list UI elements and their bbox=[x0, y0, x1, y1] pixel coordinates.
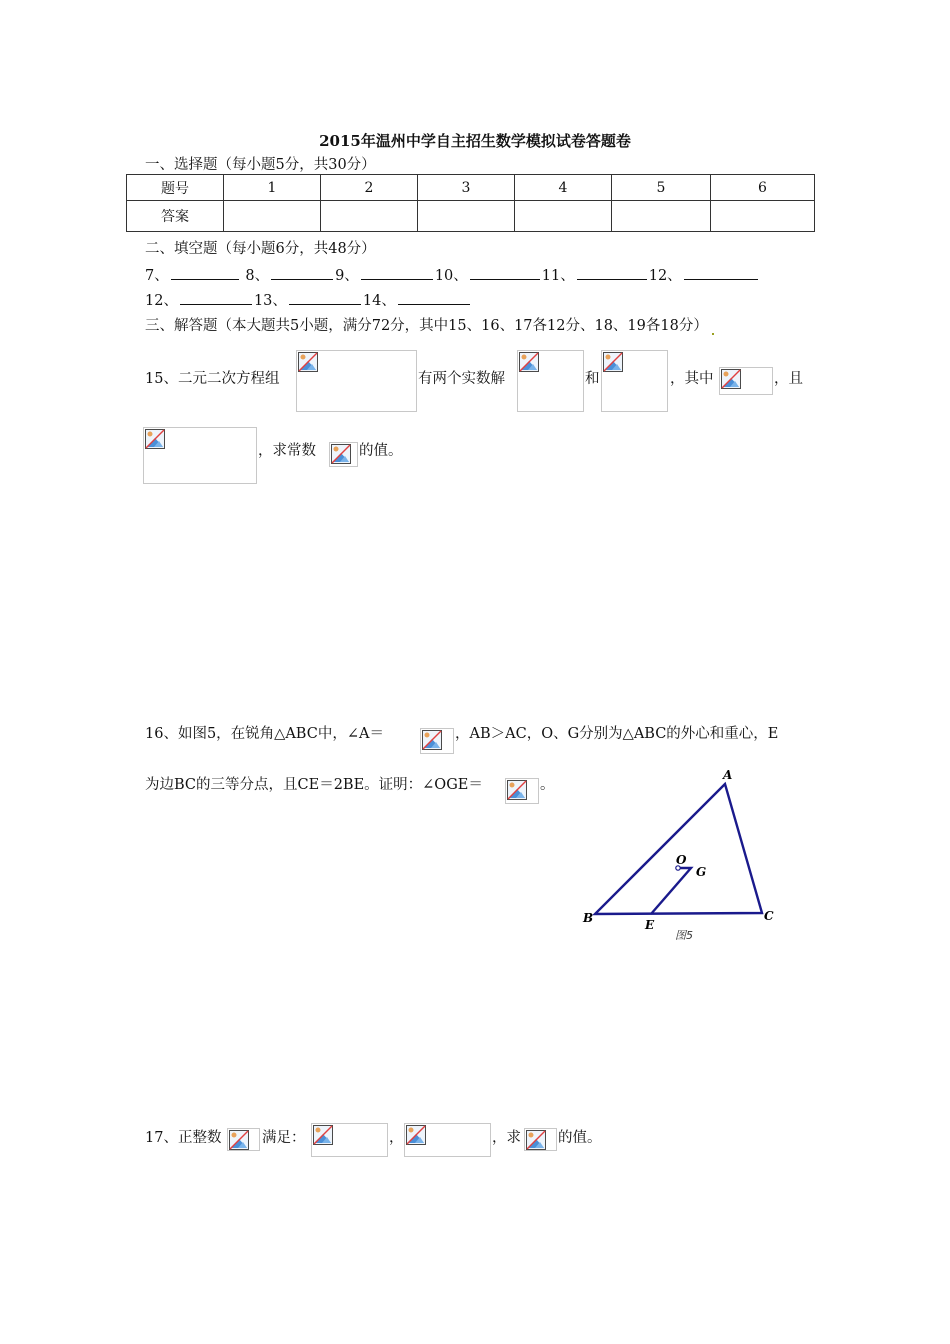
blank-label: 13、 bbox=[253, 293, 287, 309]
q15-text-1: 15、二元二次方程组 bbox=[145, 371, 280, 387]
broken-image-icon bbox=[517, 350, 584, 412]
q16-text-3: 为边BC的三等分点，且CE＝2BE。证明：∠OGE＝ bbox=[145, 777, 483, 793]
table-row bbox=[127, 201, 815, 232]
q16-text-1: 16、如图5，在锐角△ABC中，∠A＝ bbox=[145, 726, 384, 742]
broken-image-icon bbox=[404, 1123, 491, 1157]
blank-field[interactable] bbox=[171, 265, 239, 280]
label-a: A bbox=[723, 768, 733, 782]
question-number: 1 bbox=[224, 175, 321, 201]
q15-text-4: ，其中 bbox=[670, 371, 714, 387]
fill-line-1 bbox=[145, 264, 760, 285]
fill-line-2 bbox=[145, 289, 472, 310]
blank-label: 14、 bbox=[362, 293, 396, 309]
question-number: 2 bbox=[321, 175, 418, 201]
segment-egoe bbox=[651, 868, 691, 914]
q15-text-5: ，且 bbox=[774, 371, 803, 387]
broken-image-icon bbox=[420, 728, 454, 754]
broken-image-icon bbox=[311, 1123, 388, 1157]
question-number: 6 bbox=[711, 175, 815, 201]
q16-text-4: 。 bbox=[540, 777, 555, 793]
blank-label: 9、 bbox=[335, 268, 359, 284]
blank-field[interactable] bbox=[470, 265, 540, 280]
broken-image-icon bbox=[227, 1128, 260, 1151]
blank-field[interactable] bbox=[577, 265, 647, 280]
q17-text-4: ，求 bbox=[492, 1130, 521, 1146]
section3-heading: 三、解答题（本大题共5小题，满分72分，其中15、16、17各12分、18、19各18分） bbox=[145, 314, 714, 335]
answer-table bbox=[126, 174, 815, 232]
blank-field[interactable] bbox=[684, 265, 758, 280]
blank-field[interactable] bbox=[361, 265, 433, 280]
blank-label: 10、 bbox=[434, 268, 468, 284]
broken-image-icon bbox=[719, 367, 773, 395]
blank-field[interactable] bbox=[180, 290, 252, 305]
broken-image-icon bbox=[296, 350, 417, 412]
q15-text-6: ，求常数 bbox=[258, 443, 316, 459]
q15-text-2: 有两个实数解 bbox=[418, 371, 505, 387]
triangle-abc bbox=[595, 784, 762, 914]
label-e: E bbox=[645, 918, 655, 932]
q17-text-5: 的值。 bbox=[558, 1130, 602, 1146]
q17-text-1: 17、正整数 bbox=[145, 1130, 222, 1146]
q15-text-3: 和 bbox=[585, 371, 600, 387]
q15-text-7: 的值。 bbox=[359, 443, 403, 459]
answer-cell[interactable] bbox=[418, 201, 515, 232]
triangle-figure bbox=[575, 762, 785, 942]
row-answer-label: 答案 bbox=[127, 201, 224, 232]
label-c: C bbox=[764, 909, 774, 923]
blank-label: 11、 bbox=[541, 268, 575, 284]
answer-cell[interactable] bbox=[224, 201, 321, 232]
blank-label: 12、 bbox=[648, 268, 682, 284]
blank-label: 8、 bbox=[245, 268, 270, 284]
question-number: 4 bbox=[515, 175, 612, 201]
answer-cell[interactable] bbox=[515, 201, 612, 232]
answer-cell[interactable] bbox=[711, 201, 815, 232]
broken-image-icon bbox=[329, 442, 358, 467]
section2-heading: 二、填空题（每小题6分，共48分） bbox=[145, 241, 376, 257]
q17-text-2: 满足： bbox=[262, 1130, 306, 1146]
label-o: O bbox=[676, 853, 687, 867]
blank-field[interactable] bbox=[271, 265, 333, 280]
answer-cell[interactable] bbox=[612, 201, 711, 232]
section1-heading: 一、选择题（每小题5分，共30分） bbox=[145, 157, 376, 173]
broken-image-icon bbox=[143, 427, 257, 484]
page-title: 2015年温州中学自主招生数学模拟试卷答题卷 bbox=[319, 132, 631, 150]
answer-cell[interactable] bbox=[321, 201, 418, 232]
q16-text-2: ，AB＞AC，O、G分别为△ABC的外心和重心，E bbox=[455, 726, 779, 742]
broken-image-icon bbox=[524, 1128, 557, 1151]
broken-image-icon bbox=[505, 778, 539, 804]
q17-text-3: ， bbox=[389, 1130, 404, 1146]
question-number: 5 bbox=[612, 175, 711, 201]
broken-image-icon bbox=[601, 350, 668, 412]
blank-label: 12、 bbox=[145, 293, 178, 309]
table-row bbox=[127, 175, 815, 201]
row-header-label: 题号 bbox=[127, 175, 224, 201]
blank-label: 7、 bbox=[145, 268, 169, 284]
question-number: 3 bbox=[418, 175, 515, 201]
blank-field[interactable] bbox=[398, 290, 470, 305]
label-b: B bbox=[583, 911, 594, 925]
blank-field[interactable] bbox=[289, 290, 361, 305]
label-g: G bbox=[696, 865, 707, 879]
figure-caption: 图5 bbox=[675, 929, 693, 942]
